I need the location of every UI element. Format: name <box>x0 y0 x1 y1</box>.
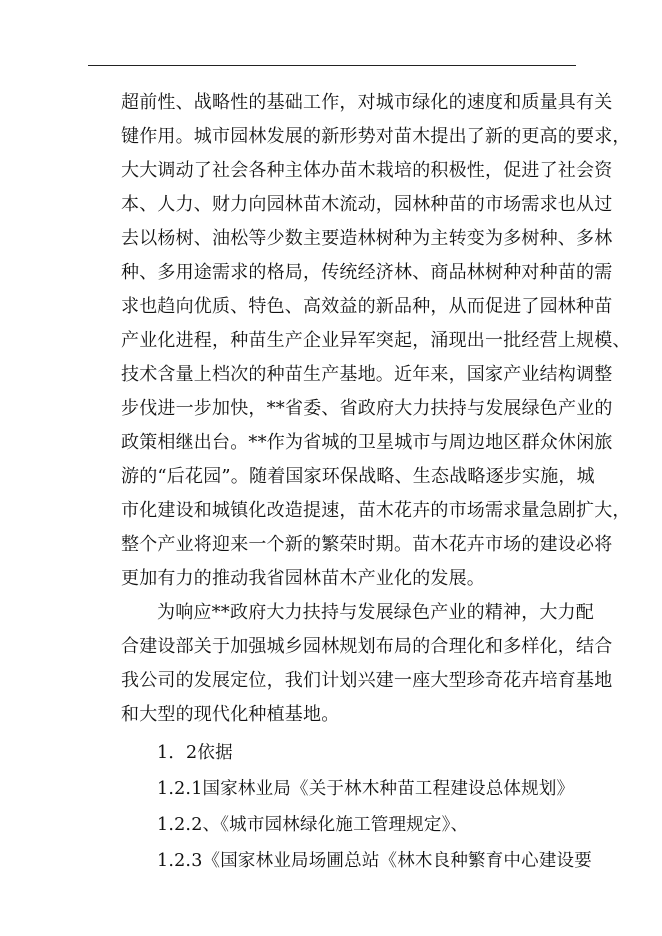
text-line: 键作用。城市园林发展的新形势对苗木提出了新的更高的要求， <box>121 126 631 147</box>
text-line: 产业化进程，种苗生产企业异军突起，涌现出一批经营上规模、 <box>121 330 631 351</box>
text-line: 超前性、战略性的基础工作，对城市绿化的速度和质量具有关 <box>121 92 613 113</box>
text-line: 去以杨树、油松等少数主要造林树种为主转变为多树种、多林 <box>121 228 613 249</box>
text-line: 市化建设和城镇化改造提速，苗木花卉的市场需求量急剧扩大， <box>121 500 631 521</box>
text-line: 更加有力的推动我省园林苗木产业化的发展。 <box>121 568 485 589</box>
text-line: 合建设部关于加强城乡园林规划布局的合理化和多样化，结合 <box>121 636 613 657</box>
text-line: 本、人力、财力向园林苗木流动，园林种苗的市场需求也从过 <box>121 194 613 215</box>
text-line: 求也趋向优质、特色、高效益的新品种，从而促进了园林种苗 <box>121 296 613 317</box>
text-line: 整个产业将迎来一个新的繁荣时期。苗木花卉市场的建设必将 <box>121 534 613 555</box>
header-rule <box>88 65 576 66</box>
section-heading: 1．2依据 <box>157 743 233 763</box>
paragraph-1 <box>121 86 631 596</box>
text-line: 为响应**政府大力扶持与发展绿色产业的精神，大力配 <box>157 602 594 623</box>
text-line: 游的“后花园”。随着国家环保战略、生态战略逐步实施，城 <box>121 466 595 487</box>
text-line: 技术含量上档次的种苗生产基地。近年来，国家产业结构调整 <box>121 364 613 385</box>
document-body <box>121 86 631 878</box>
basis-item: 1.2.2、《城市园林绿化施工管理规定》、 <box>157 815 469 835</box>
text-line: 和大型的现代化种植基地。 <box>121 704 340 725</box>
text-line: 种、多用途需求的格局，传统经济林、商品林树种对种苗的需 <box>121 262 613 283</box>
text-line: 大大调动了社会各种主体办苗木栽培的积极性，促进了社会资 <box>121 160 613 181</box>
basis-item: 1.2.1国家林业局《关于林木种苗工程建设总体规划》 <box>157 779 575 799</box>
text-line: 步伐进一步加快，**省委、省政府大力扶持与发展绿色产业的 <box>121 398 613 419</box>
paragraph-2 <box>121 596 613 732</box>
text-line: 政策相继出台。**作为省城的卫星城市与周边地区群众休闲旅 <box>121 432 613 453</box>
text-line: 我公司的发展定位，我们计划兴建一座大型珍奇花卉培育基地 <box>121 670 613 691</box>
basis-item: 1.2.3《国家林业局场圃总站《林木良种繁育中心建设要 <box>157 851 592 871</box>
